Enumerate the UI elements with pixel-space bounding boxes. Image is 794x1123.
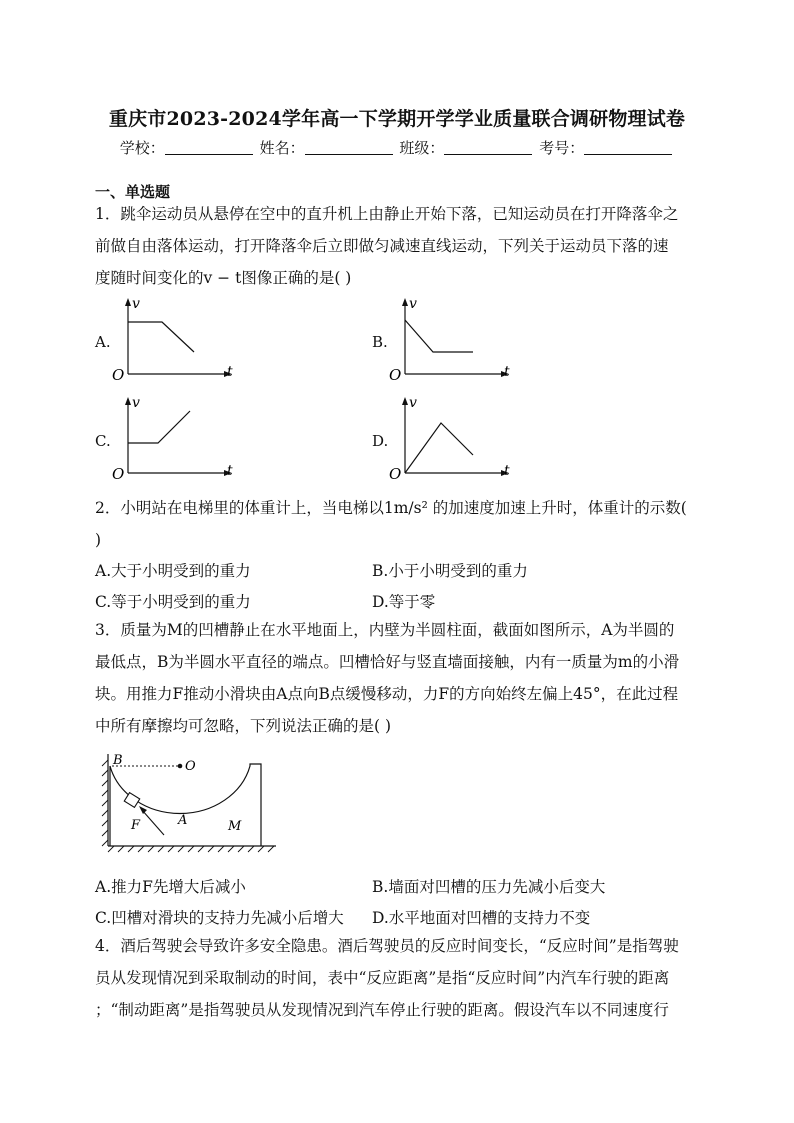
school-field[interactable]	[120, 137, 255, 158]
label-A: A	[178, 813, 188, 828]
q1-graph-b[interactable]	[385, 296, 515, 384]
label-B: B	[113, 753, 123, 768]
q1-line-3: 度随时间变化的v − t图像正确的是( )	[95, 269, 352, 287]
q1-option-c-label[interactable]: C.	[95, 432, 111, 450]
q2-option-c[interactable]: C.等于小明受到的重力	[95, 593, 251, 611]
q1-a-origin: O	[112, 366, 125, 384]
label-F: F	[131, 818, 141, 833]
question-3	[95, 614, 700, 742]
q3-groove-figure	[98, 748, 283, 856]
school-label: 学校：	[119, 139, 165, 157]
q1-option-a-label[interactable]: A.	[95, 333, 111, 351]
name-blank[interactable]	[305, 140, 393, 155]
q3-line-3: 块。用推力F推动小滑块由A点向B点缓慢移动，力F的方向始终左偏上45°，在此过程	[95, 685, 679, 703]
label-O: O	[185, 759, 196, 774]
q1-d-origin: O	[389, 465, 402, 483]
q1-option-d-label[interactable]: D.	[372, 432, 389, 450]
q3-option-d[interactable]: D.水平地面对凹槽的支持力不变	[372, 909, 591, 927]
name-label: 姓名：	[259, 139, 305, 157]
q1-option-b-label[interactable]: B.	[372, 333, 388, 351]
q1-d-axis-v: v	[409, 395, 417, 411]
question-1	[95, 198, 700, 294]
q2-option-a[interactable]: A.大于小明受到的重力	[95, 562, 251, 580]
q1-d-axis-t: t	[504, 463, 510, 479]
question-4	[95, 930, 700, 1026]
q1-c-axis-t: t	[227, 463, 233, 479]
q2-line-1: 2．小明站在电梯里的体重计上，当电梯以1m/s² 的加速度加速上升时，体重计的示数(	[95, 499, 687, 517]
q3-option-c[interactable]: C.凹槽对滑块的支持力先减小后增大	[95, 909, 344, 927]
student-info-row	[0, 137, 794, 158]
q1-c-origin: O	[112, 465, 125, 483]
q1-graph-c[interactable]	[108, 395, 238, 483]
section-title: 一、单选题	[95, 183, 171, 201]
q1-line-2: 前做自由落体运动，打开降落伞后立即做匀减速直线运动，下列关于运动员下落的速	[95, 237, 669, 255]
q1-b-axis-t: t	[504, 364, 510, 380]
q2-option-d[interactable]: D.等于零	[372, 593, 436, 611]
exam-number-field[interactable]	[539, 137, 674, 158]
q1-c-axis-v: v	[132, 395, 140, 411]
label-M: M	[228, 819, 242, 834]
q1-graph-d[interactable]	[385, 395, 515, 483]
q4-line-3: ；“制动距离”是指驾驶员从发现情况到汽车停止行驶的距离。假设汽车以不同速度行	[95, 1001, 669, 1019]
exam-number-label: 考号：	[539, 139, 585, 157]
school-blank[interactable]	[165, 140, 253, 155]
q1-graph-a[interactable]	[108, 296, 238, 384]
center-point	[178, 764, 183, 769]
q1-a-axis-t: t	[227, 364, 233, 380]
exam-title: 重庆市2023-2024学年高一下学期开学学业质量联合调研物理试卷	[108, 108, 686, 130]
q3-line-4: 中所有摩擦均可忽略，下列说法正确的是( )	[95, 717, 392, 735]
wall-hatch	[102, 760, 108, 846]
name-field[interactable]	[260, 137, 395, 158]
slider-block	[124, 793, 139, 808]
q1-line-1: 1．跳伞运动员从悬停在空中的直升机上由静止开始下落，已知运动员在打开降落伞之	[95, 205, 679, 223]
q3-line-2: 最低点，B为半圆水平直径的端点。凹槽恰好与竖直墙面接触，内有一质量为m的小滑	[95, 653, 680, 671]
class-label: 班级：	[399, 139, 445, 157]
exam-number-blank[interactable]	[584, 140, 672, 155]
class-blank[interactable]	[444, 140, 532, 155]
q3-option-b[interactable]: B.墙面对凹槽的压力先减小后变大	[372, 878, 606, 896]
force-arrow-line	[142, 810, 164, 835]
class-field[interactable]	[399, 137, 534, 158]
q1-b-axis-v: v	[409, 296, 417, 312]
q4-line-2: 员从发现情况到采取制动的时间，表中“反应距离”是指“反应时间”内汽车行驶的距离	[95, 969, 670, 987]
ground-hatch	[108, 846, 274, 852]
q1-a-axis-v: v	[132, 296, 140, 312]
force-arrow-head	[139, 806, 147, 814]
q4-line-1: 4．酒后驾驶会导致许多安全隐患。酒后驾驶员的反应时间变长，“反应时间”是指驾驶	[95, 937, 679, 955]
q2-line-2: )	[95, 531, 102, 549]
q3-option-a[interactable]: A.推力F先增大后减小	[95, 878, 246, 896]
q1-b-origin: O	[389, 366, 402, 384]
q2-option-b[interactable]: B.小于小明受到的重力	[372, 562, 528, 580]
q3-line-1: 3．质量为M的凹槽静止在水平地面上，内壁为半圆柱面，截面如图所示，A为半圆的	[95, 621, 675, 639]
question-2	[95, 492, 700, 556]
